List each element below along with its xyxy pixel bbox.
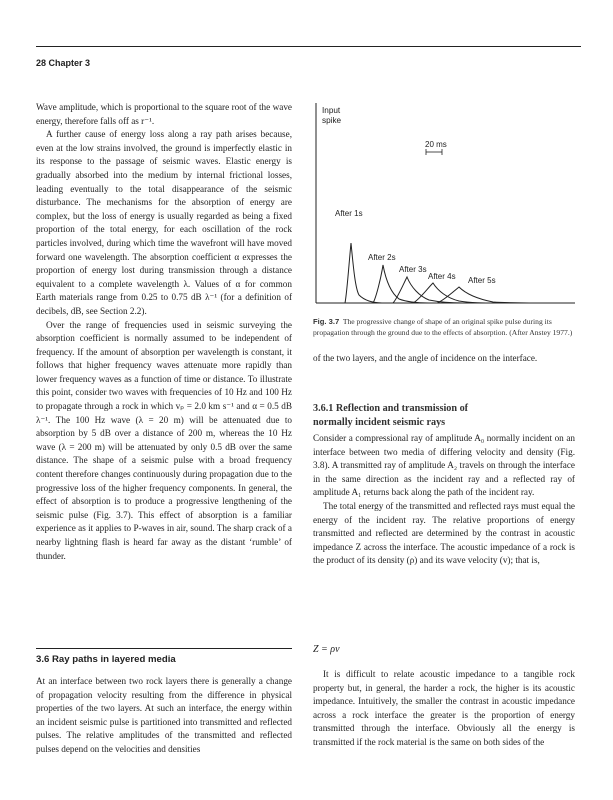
right-column-after-equation bbox=[313, 668, 575, 750]
equation: Z = ρv bbox=[313, 644, 340, 655]
input-label: Input bbox=[322, 106, 341, 115]
label-after-4s: After 4s bbox=[428, 272, 456, 281]
input-label: spike bbox=[322, 116, 342, 125]
left-column-text bbox=[36, 101, 292, 563]
label-after-5s: After 5s bbox=[468, 276, 496, 285]
paragraph: Over the range of frequencies used in seismic surveying the absorption coefficient is normally assumed to be independent of frequency. If the amount of absorption per wavelength is constant, it follows that higher frequency waves attenuate more rapidly than lower frequency waves as a function of time or distance. To illustrate this point, consider two waves with frequencies of 10 Hz and 100 Hz to propagate through a rock in which vₚ = 2.0 km s⁻¹ and α = 0.5 dB λ⁻¹. The 100 Hz wave (λ = 20 m) will be attenuated due to absorption by 5 dB over a distance of 200 m, whereas the 10 Hz wave (λ = 200 m) will be attenuated by only 0.5 dB over the same distance. The shape of a seismic pulse with a broad frequency content therefore changes continuously during propagation due to the progressive loss of the higher frequency components. In general, the effect of absorption is to produce a progressive lengthening of the seismic pulse (Fig. 3.7). This effect of absorption is a familiar experience as it applies to P-waves in air, sound. The sharp crack of a nearby lightning flash is heard far away as the distant ‘rumble’ of thunder. bbox=[36, 319, 292, 561]
scale-bar bbox=[426, 149, 442, 155]
caption-text: The progressive change of shape of an original spike pulse during its propagation through the ground due to the effects of absorption. (After Anstey 1977.) bbox=[313, 317, 573, 338]
pulse-curves bbox=[316, 243, 538, 303]
paragraph: A further cause of energy loss along a ray path arises because, even at the low strains involved, the ground is imperfectly elastic in its response to the passage of seismic waves. Elastic energy is gradually absorbed into the medium by internal frictional losses, leading eventually to the total disappearance of the seismic disturbance. The mechanisms for the absorption of energy are complex, but the loss of energy is usually regarded as being a fixed proportion of the total energy, for each oscillation of the rock particles involved, during which time the wavefront will have moved forward one wavelength. The absorption coefficient α expresses the proportion of energy lost during transmission through a distance equivalent to a complete wavelength λ. Values of α for common Earth materials range from 0.25 to 0.75 dB λ⁻¹ (for a definition of decibels, dB, see Section 2.2). bbox=[36, 129, 292, 316]
paragraph: It is difficult to relate acoustic impedance to a tangible rock property but, in general, the harder a rock, the higher is its acoustic impedance. Intuitively, the smaller the contrast in acoustic impedance across a rock interface the greater is the proportion of energy transmitted through the interface. Obviously all the energy is transmitted if the rock material is the same on both sides of the bbox=[313, 669, 575, 747]
label-after-1s: After 1s bbox=[335, 209, 363, 218]
paragraph: At an interface between two rock layers there is generally a change of propagation velocity resulting from the difference in physical properties of the two layers. At such an interface, the energy within an incident seismic pulse is partitioned into transmitted and reflected pulses. The relative amplitudes of the transmitted and reflected pulses depend on the velocities and densities bbox=[36, 676, 292, 754]
label-after-2s: After 2s bbox=[368, 253, 396, 262]
section-heading: 3.6 Ray paths in layered media bbox=[36, 654, 176, 665]
header-rule bbox=[36, 46, 581, 47]
figure-3-7 bbox=[313, 103, 575, 308]
subsection-heading bbox=[313, 402, 468, 429]
scale-label: 20 ms bbox=[425, 140, 447, 149]
paragraph: The total energy of the transmitted and reflected rays must equal the energy of the incident ray. The relative proportions of energy transmitted and reflected are determined by the contrast in acoustic impedance Z across the interface. The acoustic impedance of a rock is the product of its density (ρ) and its wave velocity (v); that is, bbox=[313, 500, 575, 566]
right-column-text bbox=[313, 432, 575, 568]
caption-label: Fig. 3.7 bbox=[313, 317, 340, 326]
paragraph: of the two layers, and the angle of incidence on the interface. bbox=[313, 353, 538, 363]
subsection-heading-line: normally incident seismic rays bbox=[313, 416, 446, 428]
subsection-heading-line: 3.6.1 Reflection and transmission of bbox=[313, 403, 469, 414]
pulse-after-1s bbox=[316, 243, 383, 303]
continuation-text bbox=[313, 352, 575, 366]
paragraph: Consider a compressional ray of amplitude A₀ normally incident on an interface between two media of differing velocity and density (Fig. 3.8). A transmitted ray of amplitude A₂ travels on through the interface in the same direction as the incident ray and a reflected ray of amplitude A₁ returns back along the path of the incident ray. bbox=[313, 433, 575, 498]
label-after-3s: After 3s bbox=[399, 265, 427, 274]
pulse-after-4s bbox=[316, 283, 498, 303]
page-header: 28 Chapter 3 bbox=[36, 58, 91, 68]
figure-caption bbox=[313, 316, 575, 338]
section-rule bbox=[36, 648, 292, 649]
section-text bbox=[36, 675, 292, 757]
paragraph: Wave amplitude, which is proportional to the square root of the wave energy, therefore falls off as r⁻¹. bbox=[36, 102, 292, 126]
